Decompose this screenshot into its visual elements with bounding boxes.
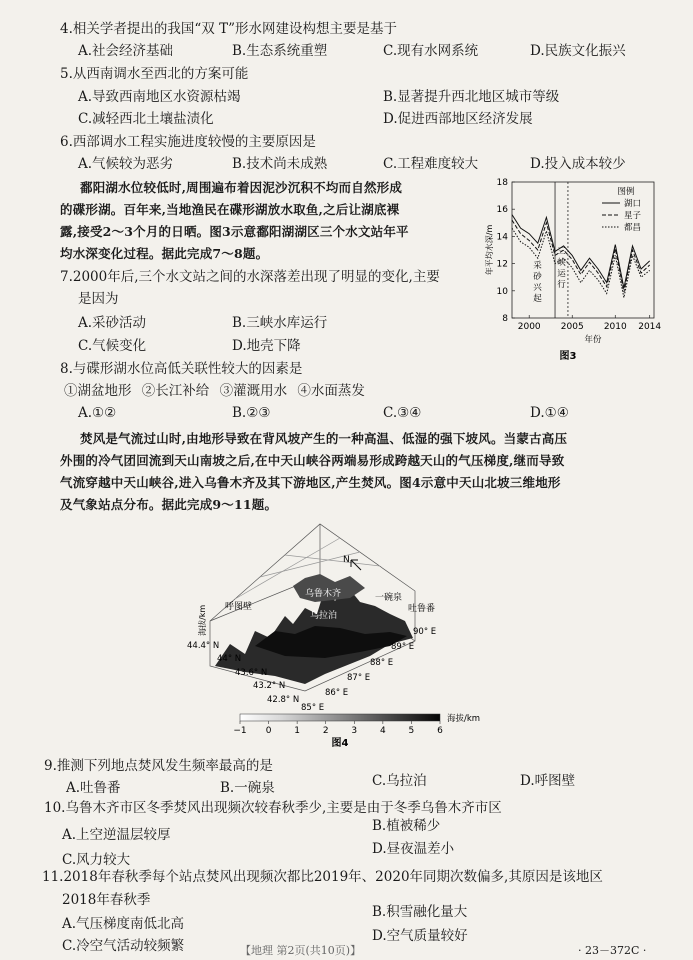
q10-option-d[interactable]: D.昼夜温差小 [372, 841, 455, 857]
figure3-caption: 图3 [559, 351, 577, 362]
passage2-line: 气流穿越中天山峡谷,进入乌鲁木齐及其下游地区,产生焚风。图4示意中天山北坡三维地形 [60, 475, 561, 490]
q8-option-a[interactable]: A.①② [78, 405, 117, 421]
q10-option-c[interactable]: C.风力较大 [62, 852, 131, 868]
q5-stem: 5.从西南调水至西北的方案可能 [60, 66, 249, 82]
label-yiwanquan: 一碗泉 [375, 593, 403, 603]
legend-label: 都昌 [624, 223, 642, 233]
passage1-line: 鄱阳湖水位较低时,周围遍布着因泥沙沉积不均而自然形成 [80, 180, 403, 195]
q4-option-c[interactable]: C.现有水网系统 [383, 43, 479, 59]
y-tick-label: 8 [502, 314, 508, 324]
y-tick-label: 10 [496, 286, 508, 297]
q5-option-c[interactable]: C.减轻西北土壤盐渍化 [78, 111, 214, 127]
q6-option-c[interactable]: C.工程难度较大 [383, 156, 479, 172]
q6-stem: 6.西部调水工程实施进度较慢的主要原因是 [60, 134, 316, 150]
label-urumqi: 乌鲁木齐 [305, 589, 342, 599]
label-wulabo: 乌拉泊 [310, 611, 338, 621]
q4-option-b[interactable]: B.生态系统重塑 [232, 43, 328, 59]
q7-option-a[interactable]: A.采砂活动 [78, 315, 147, 331]
q11-option-c[interactable]: C.冷空气活动较频繁 [62, 938, 185, 954]
chart-annotation: 起 [533, 294, 542, 304]
q7-option-c[interactable]: C.气候变化 [78, 338, 147, 354]
q5-option-b[interactable]: B.显著提升西北地区城市等级 [383, 89, 560, 105]
q11-stem-cont: 2018年春秋季 [62, 892, 151, 908]
colorbar-tick-label: 6 [437, 726, 443, 736]
colorbar-tick-label: 2 [322, 726, 329, 736]
colorbar [240, 714, 440, 721]
colorbar-tick-label: 3 [351, 726, 358, 736]
passage1-line: 露,接受2～3个月的日晒。图3示意鄱阳湖湖区三个水文站年平 [60, 224, 409, 239]
legend-label: 湖口 [624, 199, 642, 209]
q7-option-b[interactable]: B.三峡水库运行 [232, 315, 328, 331]
z-axis-label: 海拔/km [198, 604, 207, 636]
x-tick-label: 2000 [517, 322, 541, 332]
colorbar-title: 海拔/km [447, 714, 481, 724]
passage2-line: 及气象站点分布。据此完成9～11题。 [60, 497, 278, 512]
north-label: N [343, 555, 350, 565]
label-turpan: 吐鲁番 [408, 604, 436, 614]
footer-code: · 23－372C · [578, 944, 647, 957]
x-axis-label: 年份 [584, 335, 602, 345]
lon-label: 85° E [301, 703, 325, 713]
lon-label: 87° E [347, 673, 371, 683]
colorbar-tick-label: −1 [233, 726, 247, 736]
q10-option-a[interactable]: A.上空逆温层较厚 [62, 827, 171, 843]
y-tick-label: 12 [496, 259, 508, 270]
label-hutubi: 呼图壁 [225, 602, 253, 612]
q4-stem: 4.相关学者提出的我国“双 T”形水网建设构想主要是基于 [60, 21, 397, 37]
passage1-line: 均水深变化过程。据此完成7～8题。 [60, 246, 269, 261]
q4-option-d[interactable]: D.民族文化振兴 [530, 43, 626, 59]
colorbar-tick-label: 0 [265, 726, 272, 736]
q8-option-c[interactable]: C.③④ [383, 405, 422, 421]
colorbar-tick-label: 1 [294, 726, 301, 736]
y-tick-label: 16 [496, 205, 508, 216]
chart-annotation: 峡 [557, 258, 566, 268]
q7-stem-cont: 是因为 [78, 291, 119, 307]
q8-option-b[interactable]: B.②③ [232, 405, 271, 421]
lat-label: 44° N [217, 654, 242, 664]
q4-option-a[interactable]: A.社会经济基础 [78, 43, 174, 59]
q9-option-b[interactable]: B.一碗泉 [220, 780, 275, 796]
q10-option-b[interactable]: B.植被稀少 [372, 818, 441, 834]
q11-option-d[interactable]: D.空气质量较好 [372, 928, 468, 944]
q11-option-a[interactable]: A.气压梯度南低北高 [62, 916, 185, 932]
lon-label: 90° E [413, 627, 437, 637]
passage2-line: 外围的冷气团回流到天山南坡之后,在中天山峡谷两端易形成跨越天山的气压梯度,继而导致 [60, 453, 565, 468]
chart-annotation: 三 [557, 247, 566, 257]
lon-label: 88° E [370, 658, 394, 668]
y-tick-label: 18 [496, 178, 508, 188]
passage2-line: 焚风是气流过山时,由地形导致在背风坡产生的一种高温、低湿的强下坡风。当蒙古高压 [80, 431, 568, 446]
q9-stem: 9.推测下列地点焚风发生频率最高的是 [44, 758, 273, 774]
q9-option-a[interactable]: A.吐鲁番 [66, 780, 121, 796]
passage1-line: 的碟形湖。百年来,当地渔民在碟形湖放水取鱼,之后让湖底裸 [60, 202, 400, 217]
figure4-caption: 图4 [331, 738, 349, 748]
colorbar-tick-label: 5 [408, 726, 415, 736]
q11-stem: 11.2018年春秋季每个站点焚风出现频次都比2019年、2020年同期次数偏多,其原因是该地区 [42, 869, 603, 885]
figure4-terrain-map [175, 516, 505, 748]
q8-stem: 8.与碟形湖水位高低关联性较大的因素是 [60, 361, 303, 377]
figure3-chart [480, 176, 670, 362]
lon-label: 89° E [391, 642, 415, 652]
lat-label: 43.2° N [253, 681, 286, 691]
lat-label: 42.8° N [267, 695, 300, 705]
chart-annotation: 运 [557, 269, 566, 279]
q5-option-a[interactable]: A.导致西南地区水资源枯竭 [78, 89, 241, 105]
x-tick-label: 2014 [638, 322, 662, 332]
q6-option-a[interactable]: A.气候较为恶劣 [78, 156, 174, 172]
q5-option-d[interactable]: D.促进西部地区经济发展 [383, 111, 533, 127]
q9-option-d[interactable]: D.呼图壁 [520, 773, 576, 789]
legend-title: 图例 [617, 187, 635, 197]
q10-stem: 10.乌鲁木齐市区冬季焚风出现频次较春秋季少,主要是由于冬季乌鲁木齐市区 [44, 800, 502, 816]
q8-items: ①湖盆地形 ②长江补给 ③灌溉用水 ④水面蒸发 [64, 383, 365, 399]
q9-option-c[interactable]: C.乌拉泊 [372, 773, 427, 789]
y-tick-label: 14 [496, 232, 508, 243]
q8-option-d[interactable]: D.①④ [530, 405, 569, 421]
footer-page: 【地理 第2页(共10页)】 [240, 944, 362, 957]
lat-label: 43.6° N [235, 668, 268, 678]
legend-label: 星子 [624, 211, 642, 221]
q7-stem: 7.2000年后,三个水文站之间的水深落差出现了明显的变化,主要 [60, 269, 440, 285]
q11-option-b[interactable]: B.积雪融化量大 [372, 904, 468, 920]
chart-annotation: 行 [557, 280, 566, 290]
chart-annotation: 砂 [533, 272, 542, 282]
q7-option-d[interactable]: D.地壳下降 [232, 338, 301, 354]
y-axis-label: 年平均水深/m [485, 224, 494, 276]
colorbar-tick-label: 4 [379, 726, 386, 736]
lat-label: 44.4° N [187, 641, 220, 651]
x-tick-label: 2010 [603, 322, 627, 332]
q6-option-d[interactable]: D.投入成本较少 [530, 156, 626, 172]
north-arrow-icon [351, 560, 361, 570]
chart-annotation: 兴 [533, 283, 542, 293]
q6-option-b[interactable]: B.技术尚未成熟 [232, 156, 328, 172]
lon-label: 86° E [325, 688, 349, 698]
chart-annotation: 采 [533, 261, 542, 271]
x-tick-label: 2005 [560, 322, 584, 332]
